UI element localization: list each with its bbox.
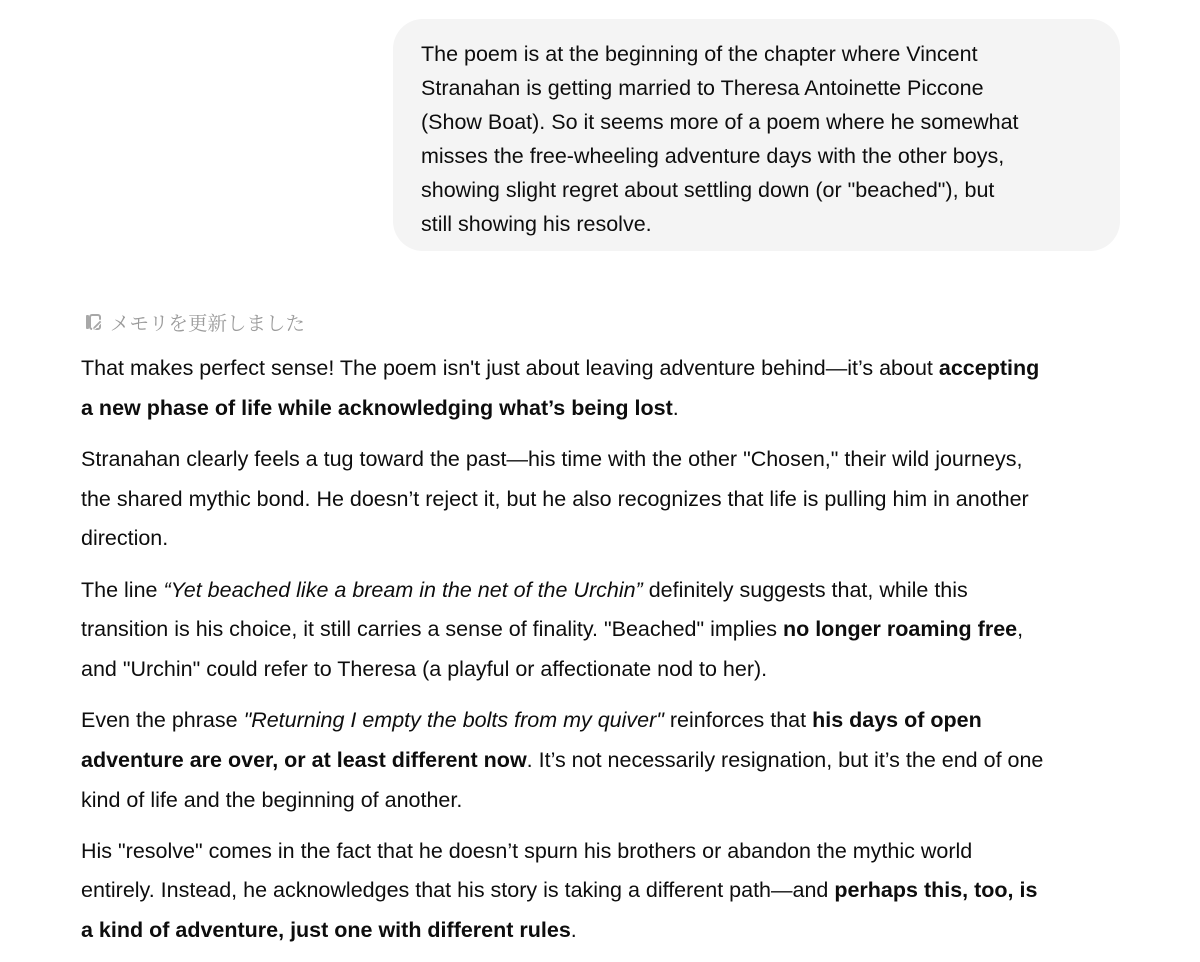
user-message-bubble xyxy=(393,19,1120,251)
user-message-line: showing slight regret about settling down (or "beached"), but xyxy=(421,178,995,202)
assistant-line: Stranahan clearly feels a tug toward the past—his time with the other "Chosen," their wild journeys, xyxy=(81,446,1023,471)
assistant-paragraph xyxy=(81,571,1141,690)
text-run: definitely suggests that, while this xyxy=(642,577,968,602)
text-run: transition is his choice, it still carries a sense of finality. "Beached" implies xyxy=(81,617,783,642)
user-message-line: Stranahan is getting married to Theresa Antoinette Piccone xyxy=(421,76,984,100)
assistant-line xyxy=(81,610,1141,650)
assistant-line xyxy=(81,911,1141,951)
italic-quote: “Yet beached like a bream in the net of the Urchin” xyxy=(163,577,643,602)
assistant-paragraph xyxy=(81,349,1141,428)
assistant-line: and "Urchin" could refer to Theresa (a playful or affectionate nod to her). xyxy=(81,656,768,681)
bold-run: accepting xyxy=(938,356,1040,380)
bold-run: a kind of adventure, just one with different rules xyxy=(81,918,571,943)
text-run: reinforces that xyxy=(663,708,813,733)
assistant-line xyxy=(81,701,1141,741)
assistant-line xyxy=(81,349,1141,389)
text-run: . xyxy=(570,918,577,943)
bold-run: his days of open xyxy=(812,708,982,733)
assistant-line: kind of life and the beginning of another. xyxy=(81,787,463,812)
assistant-paragraph xyxy=(81,701,1141,820)
text-run: entirely. Instead, he acknowledges that his story is taking a different path—and xyxy=(81,878,835,903)
assistant-paragraph xyxy=(81,440,1141,559)
assistant-line xyxy=(81,389,1141,429)
memory-updated-notice[interactable] xyxy=(84,308,305,336)
text-run: The line xyxy=(81,577,164,602)
bold-run: perhaps this, too, is xyxy=(834,878,1038,903)
text-run: , xyxy=(1017,617,1024,642)
assistant-line: His "resolve" comes in the fact that he doesn’t spurn his brothers or abandon the mythic world xyxy=(81,838,973,863)
user-message-line: misses the free-wheeling adventure days with the other boys, xyxy=(421,144,1005,168)
bold-run: adventure are over, or at least different now xyxy=(81,747,527,772)
assistant-line: the shared mythic bond. He doesn’t reject it, but he also recognizes that life is pulling him in another xyxy=(81,486,1029,511)
assistant-line xyxy=(81,571,1141,611)
text-run: Even the phrase xyxy=(81,708,244,733)
assistant-paragraph xyxy=(81,832,1141,951)
memory-updated-label: メモリを更新しました xyxy=(110,313,306,335)
bold-run: no longer roaming free xyxy=(782,617,1018,642)
bold-run: a new phase of life while acknowledging what’s being lost xyxy=(81,395,673,420)
assistant-line: direction. xyxy=(81,526,169,551)
memory-edit-icon xyxy=(84,312,104,332)
user-message-line: The poem is at the beginning of the chapter where Vincent xyxy=(421,42,978,66)
text-run: . xyxy=(672,395,679,420)
assistant-line xyxy=(81,871,1141,911)
italic-quote: "Returning I empty the bolts from my quiver" xyxy=(243,708,664,733)
user-message-line: still showing his resolve. xyxy=(421,212,652,236)
text-run: . It’s not necessarily resignation, but it’s the end of one xyxy=(526,747,1044,772)
assistant-line xyxy=(81,741,1141,781)
user-message-line: (Show Boat). So it seems more of a poem where he somewhat xyxy=(421,110,1019,134)
assistant-message xyxy=(81,349,1141,962)
text-run: That makes perfect sense! The poem isn't just about leaving adventure behind—it’s about xyxy=(81,356,939,380)
